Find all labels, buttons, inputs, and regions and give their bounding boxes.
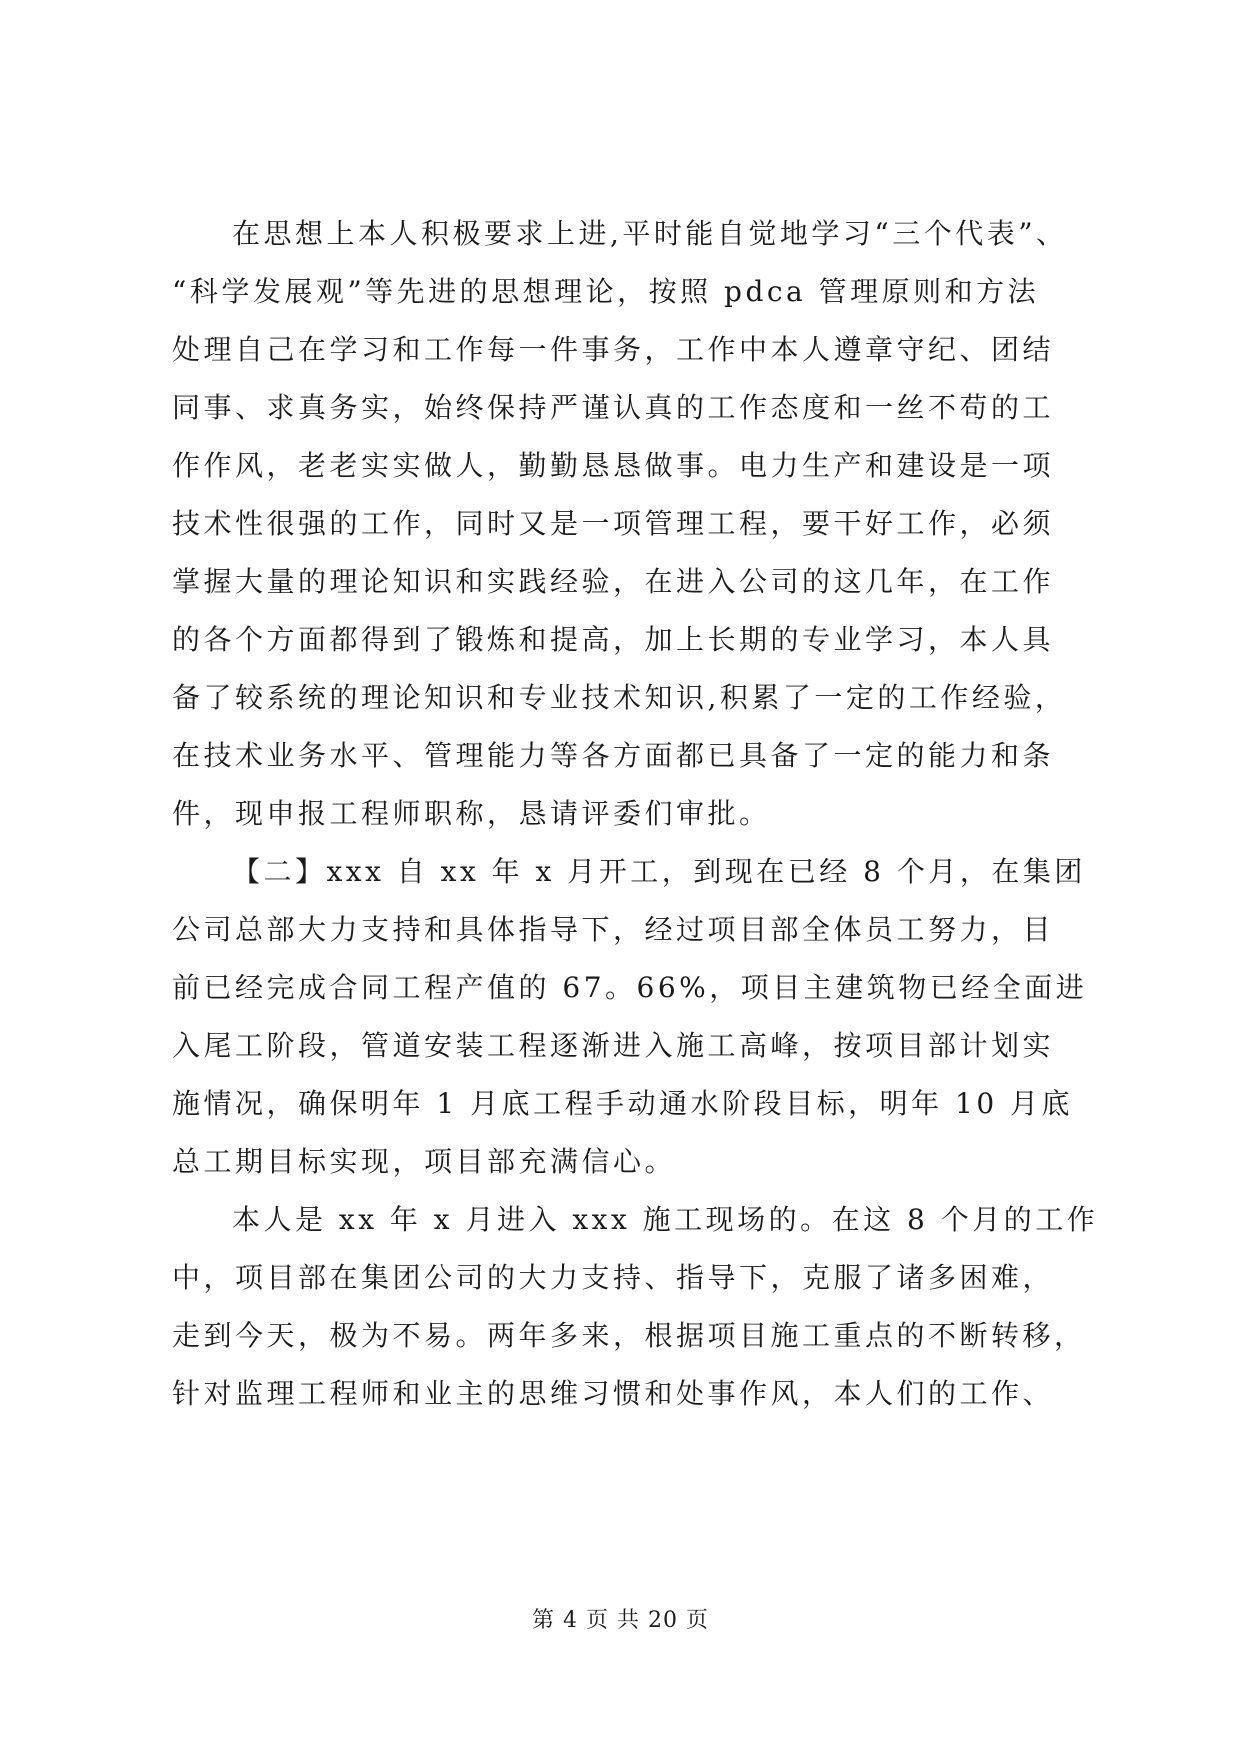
paragraph-2-line-6: 总工期目标实现，项目部充满信心。: [172, 1145, 677, 1178]
paragraph-1-line-6: 技术性很强的工作，同时又是一项管理工程，要干好工作，必须: [172, 507, 1055, 540]
paragraph-1-line-8: 的各个方面都得到了锻炼和提高，加上长期的专业学习，本人具: [172, 623, 1055, 656]
paragraph-2-line-5: 施情况，确保明年 1 月底工程手动通水阶段目标，明年 10 月底: [172, 1087, 1074, 1120]
paragraph-2-line-4: 入尾工阶段，管道安装工程逐渐进入施工高峰，按项目部计划实: [172, 1029, 1055, 1062]
paragraph-1-line-4: 同事、求真务实，始终保持严谨认真的工作态度和一丝不苟的工: [172, 391, 1055, 424]
page-number-footer: 第 4 页 共 20 页: [532, 1608, 709, 1633]
paragraph-1-line-10: 在技术业务水平、管理能力等各方面都已具备了一定的能力和条: [172, 739, 1055, 772]
paragraph-1-line-7: 掌握大量的理论知识和实践经验，在进入公司的这几年，在工作: [172, 565, 1055, 598]
paragraph-3-line-2: 中，项目部在集团公司的大力支持、指导下，克服了诸多困难，: [172, 1261, 1055, 1294]
paragraph-2-line-3: 前已经完成合同工程产值的 67。66%，项目主建筑物已经全面进: [172, 971, 1088, 1004]
paragraph-1-line-5: 作作风，老老实实做人，勤勤恳恳做事。电力生产和建设是一项: [172, 449, 1055, 482]
paragraph-1-line-2: “科学发展观”等先进的思想理论，按照 pdca 管理原则和方法: [172, 275, 1040, 308]
paragraph-1-line-9: 备了较系统的理论知识和专业技术知识,积累了一定的工作经验，: [172, 681, 1067, 714]
paragraph-1-line-11: 件，现申报工程师职称，恳请评委们审批。: [172, 797, 771, 830]
paragraph-1-line-1: 在思想上本人积极要求上进,平时能自觉地学习“三个代表”、: [232, 217, 1068, 250]
paragraph-2-line-1: 【二】xxx 自 xx 年 x 月开工，到现在已经 8 个月，在集团: [232, 855, 1086, 888]
paragraph-3-line-4: 针对监理工程师和业主的思维习惯和处事作风，本人们的工作、: [172, 1377, 1055, 1410]
paragraph-2-line-2: 公司总部大力支持和具体指导下，经过项目部全体员工努力，目: [172, 913, 1055, 946]
paragraph-1-line-3: 处理自己在学习和工作每一件事务，工作中本人遵章守纪、团结: [172, 333, 1055, 366]
paragraph-3-line-1: 本人是 xx 年 x 月进入 xxx 施工现场的。在这 8 个月的工作: [232, 1203, 1099, 1236]
paragraph-3-line-3: 走到今天，极为不易。两年多来，根据项目施工重点的不断转移，: [172, 1319, 1086, 1352]
